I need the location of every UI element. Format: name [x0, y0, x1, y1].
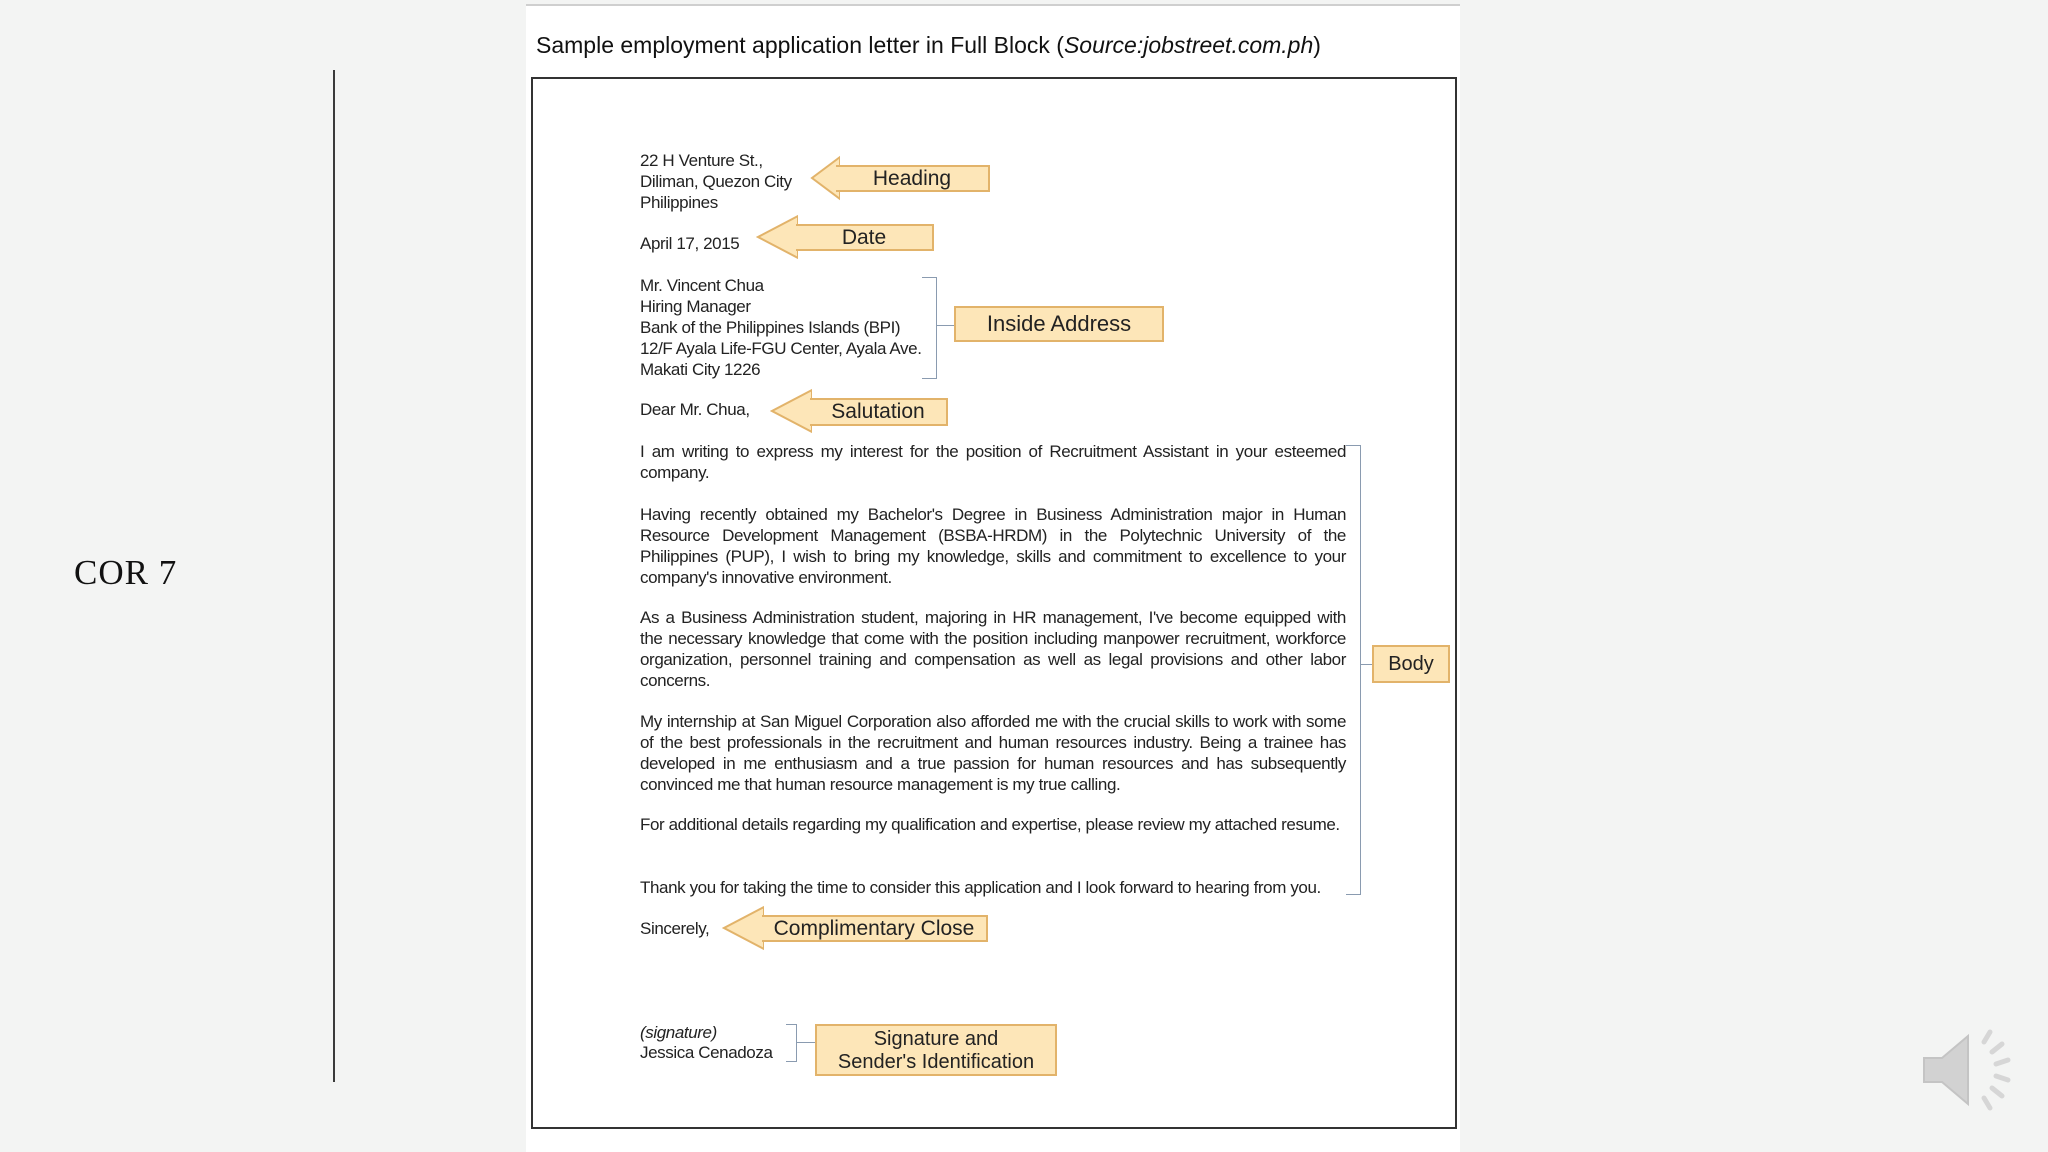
signature-tag-line2: Sender's Identification [837, 1051, 1035, 1073]
figure-caption [536, 32, 1321, 59]
slide-label: COR 7 [74, 553, 178, 592]
heading-tag: Heading [836, 165, 990, 192]
caption-source: Source:jobstreet.com.ph [1063, 32, 1314, 58]
salutation-arrow-icon [770, 388, 812, 434]
divider-line [333, 70, 335, 1082]
body-tag: Body [1372, 645, 1450, 683]
letter-salutation: Dear Mr. Chua, [640, 400, 750, 419]
inside-address-brace [922, 277, 937, 379]
signature-tag-line1: Signature and [873, 1028, 999, 1050]
complimentary-close-tag: Complimentary Close [762, 915, 988, 942]
inside-address-tag: Inside Address [954, 306, 1164, 342]
caption-suffix: ) [1313, 32, 1321, 58]
speaker-icon[interactable] [1918, 1022, 2014, 1118]
body-paragraph: Having recently obtained my Bachelor's Degree in Business Administration major in Human Resource Development Management (BSBA-HRDM) in the Polytechnic University of the Philippines (PUP), I wish to bring my knowledge, skills and commitment to excellence to your company's innovative environment. [640, 505, 1346, 587]
signature-note: (signature) [640, 1023, 717, 1042]
letter-heading: 22 H Venture St., Diliman, Quezon City Philippines [640, 151, 792, 212]
sender-name: Jessica Cenadoza [640, 1043, 773, 1062]
letter-date: April 17, 2015 [640, 234, 740, 253]
body-paragraph: As a Business Administration student, majoring in HR management, I've become equipped with the necessary knowledge that come with the position including manpower recruitment, workforce organization, personnel training and compensation as well as legal provisions and other labor concerns. [640, 608, 1346, 690]
signature-connector [797, 1042, 815, 1043]
salutation-tag: Salutation [810, 398, 948, 426]
caption-prefix: Sample employment application letter in Full Block ( [536, 32, 1064, 58]
date-tag: Date [796, 224, 934, 251]
letter-close: Sincerely, [640, 919, 710, 938]
inside-address-connector [937, 325, 955, 326]
signature-tag [815, 1024, 1057, 1076]
letter-inside-address: Mr. Vincent Chua Hiring Manager Bank of the Philippines Islands (BPI) 12/F Ayala Life-FGU Center, Ayala Ave. Makati City 1226 [640, 276, 922, 379]
panel-top-rule [526, 4, 1460, 6]
body-paragraph: Thank you for taking the time to consider this application and I look forward to hearing from you. [640, 878, 1321, 897]
body-paragraph: I am writing to express my interest for the position of Recruitment Assistant in your esteemed company. [640, 442, 1346, 482]
close-arrow-icon [722, 905, 764, 951]
body-paragraph: For additional details regarding my qualification and expertise, please review my attached resume. [640, 815, 1340, 834]
body-brace [1346, 445, 1361, 895]
body-paragraph: My internship at San Miguel Corporation also afforded me with the crucial skills to work with some of the best professionals in the recruitment and human resources industry. Being a trainee has developed in me enthusiasm and a true passion for human resources and has subsequently convinced me that human resource management is my true calling. [640, 712, 1346, 794]
signature-brace [786, 1024, 797, 1062]
date-arrow-icon [756, 214, 798, 260]
